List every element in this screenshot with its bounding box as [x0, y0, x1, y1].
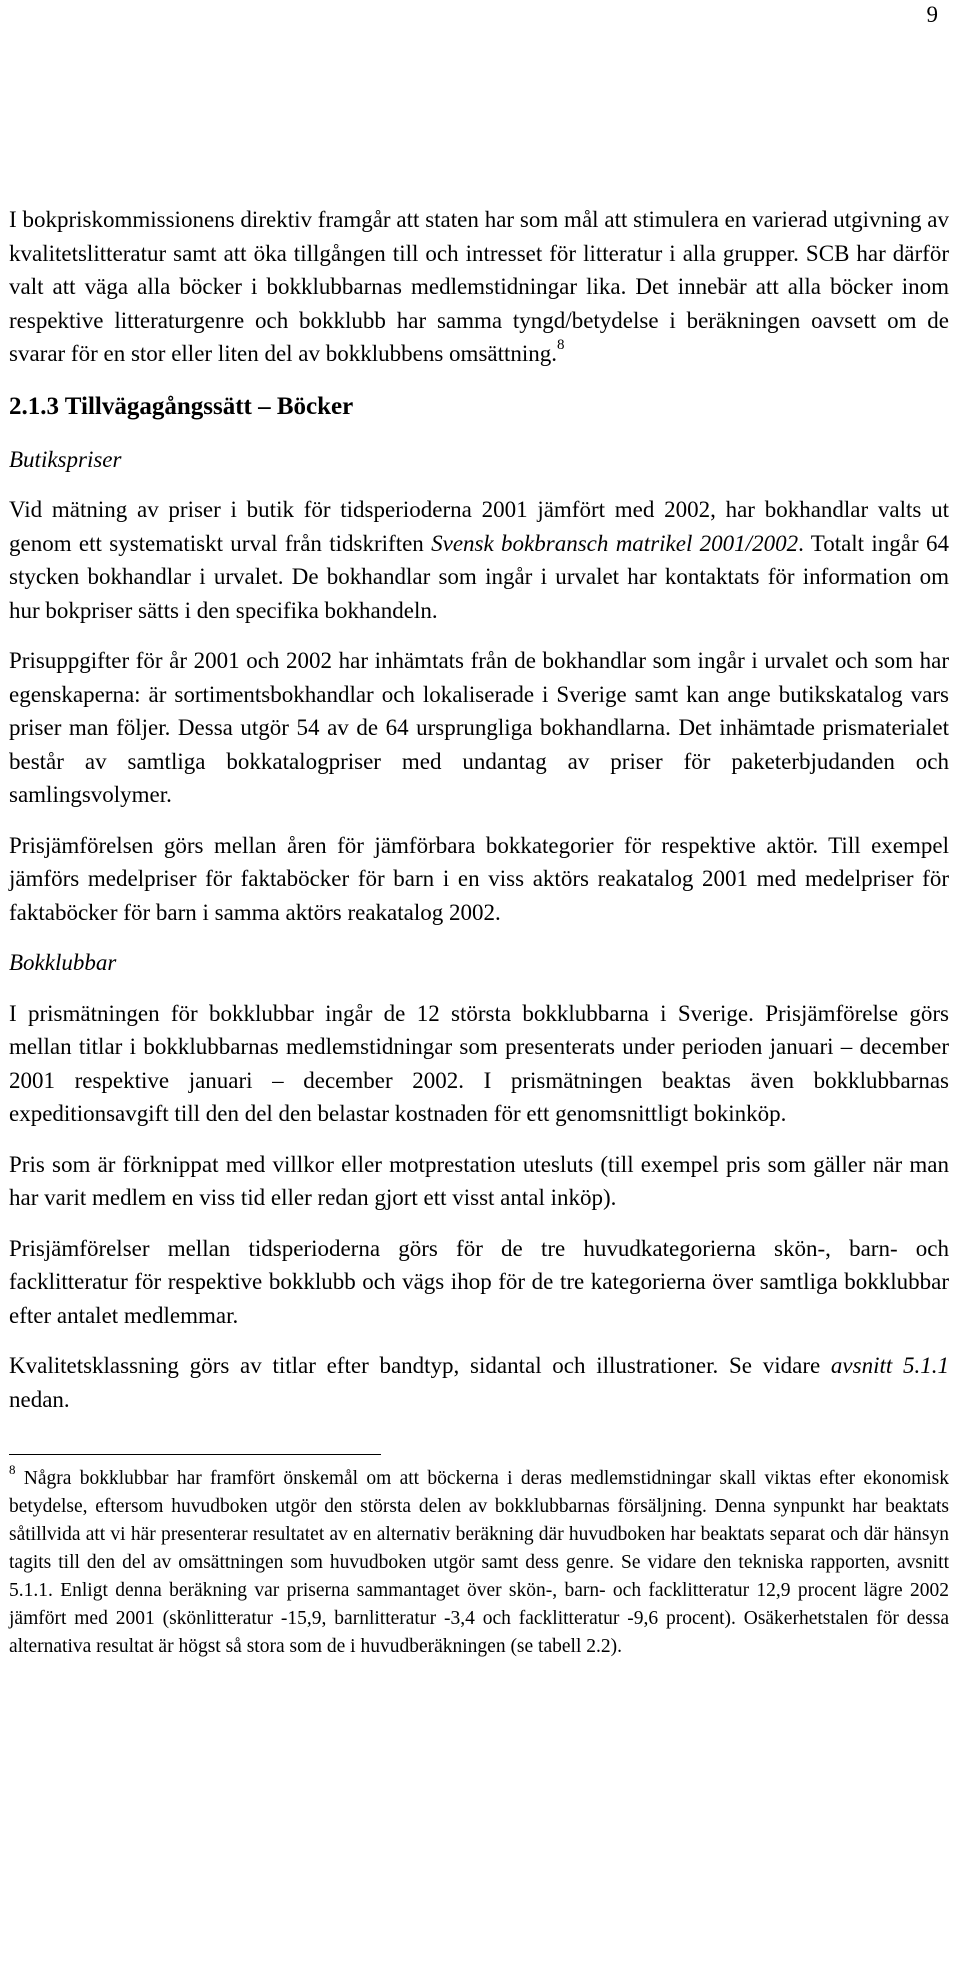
paragraph-intro — [9, 203, 949, 371]
footnote-number: 8 — [9, 1461, 16, 1477]
subheading-butikspriser: Butikspriser — [9, 446, 122, 472]
paragraph-kvalitetsklassning-text-a: Kvalitetsklassning görs av titlar efter bandtyp, sidantal och illustrationer. Se vidare — [9, 1353, 831, 1378]
paragraph-huvudkategorier: Prisjämförelser mellan tidsperioderna görs för de tre huvudkategorierna skön-, barn- och facklitteratur för respektive bokklubb och vägs ihop för de tre kategorierna över samtliga bokklubbar efter antalet medlemmar. — [9, 1235, 949, 1328]
page-number: 9 — [926, 2, 938, 27]
paragraph-kvalitetsklassning — [9, 1349, 949, 1416]
subheading-bokklubbar: Bokklubbar — [9, 950, 117, 975]
footnote-reference: 8 — [557, 337, 565, 354]
paragraph-butik-urval — [9, 493, 949, 627]
paragraph-butik-urval-text-a: Vid mätning av priser i butik för tidsperioderna 2001 jämfört med 2002, har bokhandlar valts ut genom ett systematiskt urval från tidskriften — [9, 497, 949, 556]
footnote-text: Några bokklubbar har framfört önskemål om att böckerna i deras medlemstidningar skall viktas efter ekonomisk betydelse, eftersom huvudboken utgör den största delen av bokklubbarnas försäljning. Denna synpunkt har beaktats såtillvida att vi här presenterar resultatet av en alternativ beräkning där huvudboken har beaktats separat och där hänsyn tagits till den del av omsättningen som huvudboken utgör samt dess genre. Se vidare den tekniska rapporten, avsnitt 5.1.1. Enligt denna beräkning var priserna sammantaget över skön-, barn- och facklitteratur 12,9 procent lägre 2002 jämfört med 2001 (skönlitteratur -15,9, barnlitteratur -3,4 och facklitteratur -9,6 procent). Osäkerhetstalen för dessa alternativa resultat är högst så stora som de i huvudberäkningen (se tabell 2.2). — [9, 1468, 949, 1657]
footnote — [9, 1461, 949, 1661]
body-text — [9, 203, 949, 1661]
section-reference: avsnitt 5.1.1 — [830, 1353, 949, 1378]
section-heading: 2.1.3 Tillvägagångssätt – Böcker — [9, 392, 354, 420]
publication-title: Svensk bokbransch matrikel 2001/2002 — [431, 530, 799, 556]
paragraph-prisjamforelse: Prisjämförelsen görs mellan åren för jämförbara bokkategorier för respektive aktör. Till exempel jämförs medelpriser för faktaböcker för barn i en viss aktörs reakatalog 2001 med medelpriser för faktaböcker för barn i samma aktörs reakatalog 2002. — [9, 832, 949, 925]
footnote-divider — [9, 1454, 381, 1455]
paragraph-butik-urval-text-b: . Totalt ingår 64 stycken bokhandlar i urvalet. De bokhandlar som ingår i urvalet har kontaktats för information om hur bokpriser sätts i den specifika bokhandeln. — [9, 530, 949, 623]
paragraph-villkor: Pris som är förknippat med villkor eller motprestation utesluts (till exempel pris som gäller när man har varit medlem en viss tid eller redan gjort ett visst antal inköp). — [9, 1151, 949, 1210]
paragraph-bokklubbar: I prismätningen för bokklubbar ingår de 12 största bokklubbarna i Sverige. Prisjämförelse görs mellan titlar i bokklubbarnas medlemstidningar som presenterats under perioden januari – december 2001 respektive januari – december 2002. I prismätningen beaktas även bokklubbarnas expeditionsavgift till den del den belastar kostnaden för ett genomsnittligt bokinköp. — [9, 1000, 949, 1126]
paragraph-kvalitetsklassning-text-b: nedan. — [9, 1386, 70, 1412]
paragraph-intro-text: I bokpriskommissionens direktiv framgår att staten har som mål att stimulera en varierad utgivning av kvalitetslitteratur samt att öka tillgången till och intresset för litteratur i alla grupper. SCB har därför valt att väga alla böcker i bokklubbarnas medlemstidningar lika. Det innebär att alla böcker inom respektive litteraturgenre och bokklubb har samma tyngd/betydelse i beräkningen oavsett om de svarar för en stor eller liten del av bokklubbens omsättning. — [9, 207, 949, 366]
paragraph-prisuppgifter: Prisuppgifter för år 2001 och 2002 har inhämtats från de bokhandlar som ingår i urvalet och som har egenskaperna: är sortimentsbokhandlar och lokaliserade i Sverige samt kan ange butikskatalog vars priser man följer. Dessa utgör 54 av de 64 ursprungliga bokhandlarna. Det inhämtade prismaterialet består av samtliga bokkatalogpriser med undantag av priser för paketerbjudanden och samlingsvolymer. — [9, 648, 949, 807]
